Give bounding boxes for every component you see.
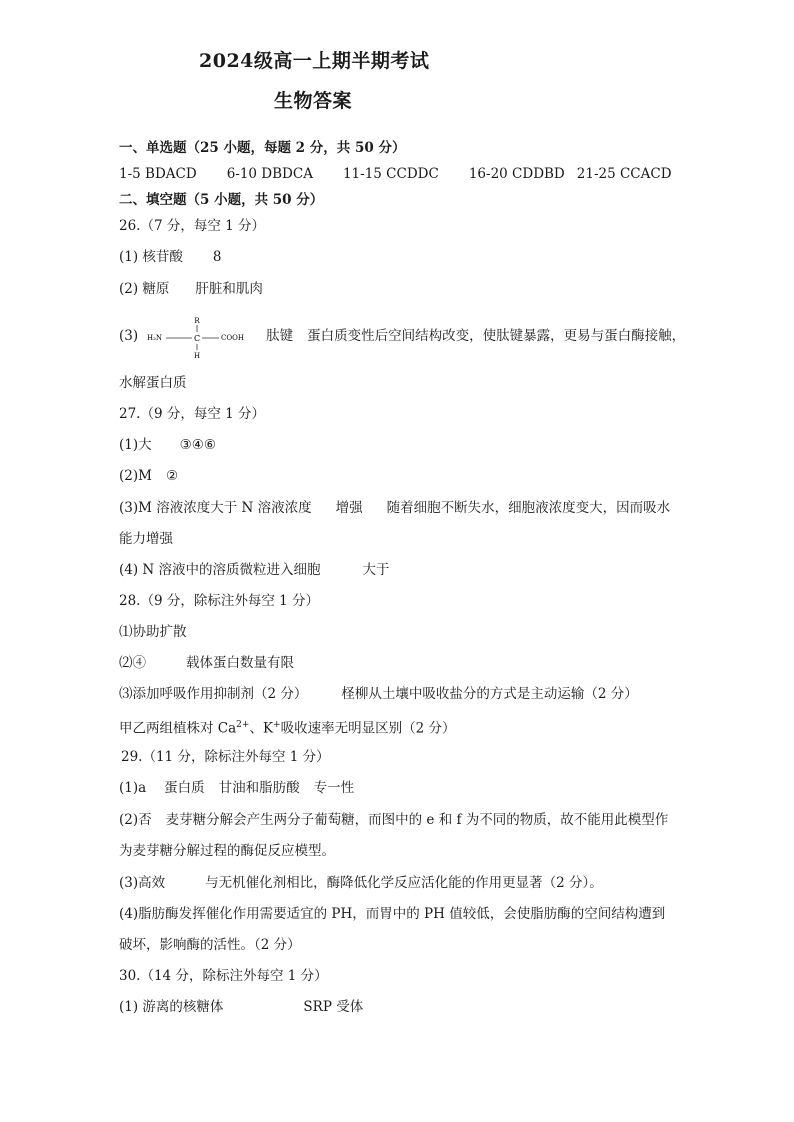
q27-answer-3-continued: 能力增强: [119, 531, 173, 547]
q27-a2-label: (2)M: [119, 468, 152, 484]
q29-answer-4: (4)脂肪酶发挥催化作用需要适宜的 PH，而胃中的 PH 值较低，会使脂肪酶的空间结构遭到: [119, 906, 666, 922]
q27-a4-label: (4) N 溶液中的溶质微粒进入细胞: [119, 562, 321, 578]
formula-central-carbon: C: [194, 333, 201, 343]
potassium-charge: +: [273, 720, 281, 730]
q29-answer-2-continued: 为麦芽糖分解过程的酶促反应模型。: [119, 843, 335, 859]
amino-acid-structure-formula: [144, 314, 256, 360]
q28-header: 28.（9 分，除标注外每空 1 分）: [119, 593, 320, 609]
q28-answer-2: [119, 654, 294, 672]
q29-answer-1: [119, 779, 354, 797]
exam-title: 2024级高一上期半期考试: [199, 50, 430, 72]
q27-a1-label: (1)大: [119, 437, 152, 453]
q26-a2-label: (2) 糖原: [119, 281, 170, 297]
q27-a1-value: ③④⑥: [179, 437, 216, 453]
q26-a1-value: 8: [212, 249, 222, 265]
calcium-charge: 2+: [236, 720, 250, 730]
q28-a3-value: 柽柳从土壤中吸收盐分的方式是主动运输（2 分）: [341, 686, 638, 702]
formula-amino-group: H₂N: [147, 333, 163, 342]
q29-a2-explanation: 麦芽糖分解会产生两分子葡萄糖，而图中的 e 和 f 为不同的物质，故不能用此模型作: [165, 812, 669, 828]
mc-answer-16-20: 16-20 CDDBD: [468, 166, 565, 182]
amino-acid-formula-svg: [144, 314, 256, 360]
q26-answer-1: [119, 248, 222, 266]
q27-a4-value: 大于: [362, 562, 390, 578]
mc-answer-11-15: 11-15 CCDDC: [342, 166, 439, 182]
q28-a3c-text-1: 甲乙两组植株对 Ca: [119, 720, 237, 737]
q27-a2-value: ②: [165, 468, 179, 484]
q29-a3-label: (3)高效: [119, 875, 166, 891]
q27-answer-3: [119, 499, 670, 517]
q26-a3-bond: 肽键: [266, 328, 294, 344]
q29-a1-value-2: 甘油和脂肪酸: [218, 780, 300, 796]
mc-answer-21-25: 21-25 CCACD: [576, 166, 672, 182]
q29-a1-value-1: 蛋白质: [164, 780, 205, 796]
q26-header: 26.（7 分，每空 1 分）: [119, 218, 266, 234]
q29-a3-explanation: 与无机催化剂相比，酶降低化学反应活化能的作用更显著（2 分）。: [205, 875, 603, 891]
q27-answer-1: [119, 436, 216, 454]
mc-answer-1-5: 1-5 BDACD: [119, 166, 197, 182]
q27-answer-2: [119, 467, 178, 485]
q28-a2-value: 载体蛋白数量有限: [186, 655, 294, 671]
q30-a1-label: (1) 游离的核糖体: [119, 999, 224, 1015]
q28-a3c-text-2: 、K: [249, 720, 274, 737]
q29-a2-label: (2)否: [119, 812, 152, 828]
mc-answers-row: [119, 165, 672, 183]
q30-header: 30.（14 分，除标注外每空 1 分）: [119, 968, 328, 984]
q28-a2-label: ⑵④: [119, 655, 146, 671]
q28-a3c-text-3: 吸收速率无明显区别（2 分）: [280, 720, 456, 737]
q27-header: 27.（9 分，每空 1 分）: [119, 406, 266, 422]
q27-answer-4: [119, 561, 390, 579]
formula-hydrogen: H: [194, 351, 201, 360]
q28-answer-1: ⑴协助扩散: [119, 624, 187, 640]
section-1-heading: 一、单选题（25 小题，每题 2 分，共 50 分）: [119, 140, 406, 156]
q27-a3-explanation: 随着细胞不断失水，细胞液浓度变大，因而吸水: [386, 500, 671, 516]
q26-answer-2: [119, 280, 263, 298]
q28-answer-3-continued: [119, 716, 455, 738]
q28-answer-3: [119, 685, 638, 703]
q27-a3-label: (3)M 溶液浓度大于 N 溶液浓度: [119, 500, 312, 516]
q30-a1-value: SRP 受体: [303, 999, 364, 1015]
q29-a1-label: (1)a: [119, 780, 147, 796]
formula-r-group: R: [194, 316, 200, 325]
formula-carboxyl-group: COOH: [221, 333, 245, 342]
q26-a3-explanation: 蛋白质变性后空间结构改变，使肽键暴露，更易与蛋白酶接触，: [307, 328, 686, 344]
q28-a3-label: ⑶添加呼吸作用抑制剂（2 分）: [119, 686, 308, 702]
q29-header: 29.（11 分，除标注外每空 1 分）: [121, 749, 330, 765]
section-2-heading: 二、填空题（5 小题，共 50 分）: [119, 192, 324, 208]
q29-answer-2: [119, 811, 668, 829]
q27-a3-value: 增强: [335, 500, 363, 516]
q26-answer-3: [119, 313, 685, 360]
q26-a2-value: 肝脏和肌肉: [195, 281, 263, 297]
q26-a3-label: (3): [119, 328, 139, 344]
q26-answer-3-continued: 水解蛋白质: [119, 375, 187, 391]
q29-answer-4-continued: 破坏，影响酶的活性。（2 分）: [119, 937, 301, 953]
mc-answer-6-10: 6-10 DBDCA: [226, 166, 313, 182]
q29-a1-value-3: 专一性: [313, 780, 355, 796]
q29-answer-3: [119, 874, 603, 892]
q26-a1-label: (1) 核苷酸: [119, 249, 183, 265]
exam-subtitle: 生物答案: [274, 90, 353, 112]
q30-answer-1: [119, 998, 363, 1016]
